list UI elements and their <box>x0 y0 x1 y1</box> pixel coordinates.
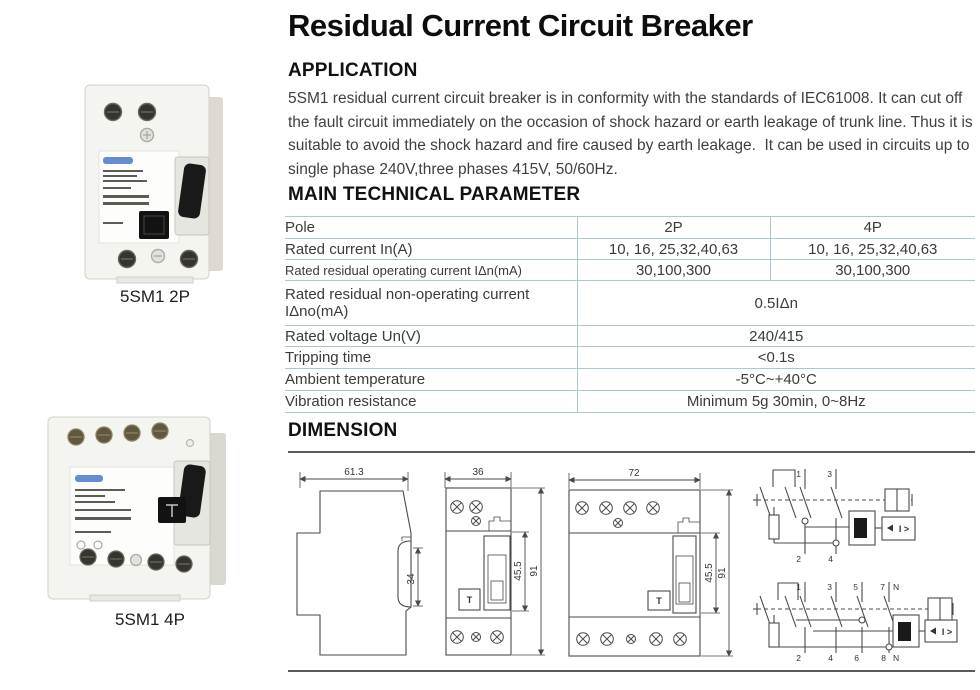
contact-point <box>802 518 808 524</box>
screw-icon <box>451 501 464 514</box>
ct-core <box>898 622 911 641</box>
terminal-label: 5 <box>853 582 858 592</box>
param-label: Rated residual operating current IΔn(mA) <box>285 260 577 281</box>
trip-label: I > <box>898 524 910 534</box>
param-row-ambient-temperature <box>285 369 975 391</box>
product-photo-2p <box>55 75 255 285</box>
dim-width-label: 61.3 <box>344 467 364 478</box>
param-label: Vibration resistance <box>285 391 577 413</box>
ct-core <box>854 518 867 538</box>
screw-icon <box>577 633 590 646</box>
test-resistor <box>769 623 779 647</box>
param-row-rated-voltage <box>285 326 975 347</box>
terminal-label: 1 <box>796 469 801 479</box>
parameters-heading: MAIN TECHNICAL PARAMETER <box>288 184 581 205</box>
brand-logo <box>75 475 103 482</box>
param-row-rated-current <box>285 239 975 260</box>
param-label: Rated residual non-operating current IΔno(mA) <box>285 281 577 326</box>
screw-icon <box>650 633 663 646</box>
din-clip <box>90 595 180 601</box>
dim-rail-label: 34 <box>406 573 417 585</box>
dim-switch-label: 45.5 <box>704 563 715 583</box>
param-value: <0.1s <box>577 347 975 369</box>
terminal-label: 4 <box>828 554 833 564</box>
parameters-table-wrap <box>285 216 975 413</box>
screw-icon <box>624 502 637 515</box>
screw-icon <box>472 517 481 526</box>
breaker-2p-image <box>55 75 255 285</box>
terminal-label: 8 <box>881 653 886 663</box>
page-title: Residual Current Circuit Breaker <box>288 8 753 43</box>
clip-detail <box>678 518 700 533</box>
test-resistor <box>769 515 779 539</box>
terminal-label: 3 <box>827 469 832 479</box>
switch-slot <box>676 556 693 604</box>
dimension-rule-top <box>288 451 975 453</box>
param-value-2p: 10, 16, 25,32,40,63 <box>577 239 770 260</box>
clip-detail <box>489 517 511 531</box>
screw-icon <box>470 501 483 514</box>
dimension-drawings-wrap <box>285 457 975 669</box>
param-row-residual-operating <box>285 260 975 281</box>
switch-blades <box>760 596 895 627</box>
terminal-label: N <box>893 582 900 592</box>
param-label: Tripping time <box>285 347 577 369</box>
param-value-2p: 30,100,300 <box>577 260 770 281</box>
contact-point <box>886 644 892 650</box>
side-profile-drawing <box>297 467 423 655</box>
schematic-2p <box>753 469 915 564</box>
screw-icon <box>614 519 623 528</box>
screw-icon <box>647 502 660 515</box>
column-2p: 2P <box>577 217 770 239</box>
screw-icon <box>674 633 687 646</box>
din-clip <box>117 277 193 283</box>
breaker-4p-image <box>40 405 260 605</box>
screw-icon <box>451 631 464 644</box>
schematic-4p <box>753 582 957 663</box>
parameters-table <box>285 216 975 413</box>
dim-switch-label: 45.5 <box>513 561 524 581</box>
dimension-heading: DIMENSION <box>288 420 398 441</box>
terminal-label: 2 <box>796 653 801 663</box>
param-label: Rated voltage Un(V) <box>285 326 577 347</box>
trip-label: I > <box>941 627 953 637</box>
screw-icon <box>600 502 613 515</box>
param-label: Pole <box>285 217 577 239</box>
param-value: 240/415 <box>577 326 975 347</box>
screw-icon <box>491 631 504 644</box>
product-caption-2p: 5SM1 2P <box>120 287 190 306</box>
terminal-label: 1 <box>796 582 801 592</box>
profile-outline <box>297 491 411 655</box>
param-value: Minimum 5g 30min, 0~8Hz <box>577 391 975 413</box>
product-photo-4p <box>40 405 260 605</box>
test-symbol: T <box>656 596 662 606</box>
switch-frame <box>673 536 696 613</box>
screw-icon <box>576 502 589 515</box>
contact-point <box>859 617 865 623</box>
param-row-header <box>285 217 975 239</box>
brand-logo <box>103 157 133 164</box>
dim-width-label: 72 <box>628 468 640 479</box>
param-row-vibration-resistance <box>285 391 975 413</box>
screw-icon <box>601 633 614 646</box>
terminal-label: 7 <box>880 582 885 592</box>
terminal-label: N <box>893 653 900 663</box>
switch-toggle <box>679 583 690 602</box>
dimension-drawings <box>285 457 975 669</box>
breaker-outline <box>569 490 700 656</box>
dimension-rule-bottom <box>288 670 975 672</box>
param-value-4p: 10, 16, 25,32,40,63 <box>770 239 975 260</box>
param-value: -5°C~+40°C <box>577 369 975 391</box>
dim-width-label: 36 <box>472 467 484 478</box>
front-view-4p-drawing <box>569 468 733 656</box>
switch-toggle <box>491 581 503 600</box>
dim-height-label: 91 <box>717 567 728 579</box>
application-heading: APPLICATION <box>288 60 418 81</box>
test-symbol: T <box>466 595 473 605</box>
product-caption-4p: 5SM1 4P <box>115 610 185 629</box>
param-row-tripping-time <box>285 347 975 369</box>
screw-icon <box>472 633 481 642</box>
param-value: 0.5IΔn <box>577 281 975 326</box>
handle-symbol <box>773 470 795 483</box>
handle-symbol <box>778 583 798 596</box>
contact-point <box>833 540 839 546</box>
front-view-2p-drawing <box>445 467 545 655</box>
screw-icon <box>627 635 636 644</box>
param-label: Rated current In(A) <box>285 239 577 260</box>
terminal-label: 6 <box>854 653 859 663</box>
application-body: 5SM1 residual current circuit breaker is in conformity with the standards of IEC61008. It can cut off the fault circuit immediately on the occasion of shock hazard or earth leakage of trunk line. Thus it is suitable to avoid the shock hazard and fire caused by earth leakage. It can be used in circuits up to single phase 240V,three phases 415V, 50/60Hz. <box>288 90 977 178</box>
param-row-residual-non-operating <box>285 281 975 326</box>
param-value-4p: 30,100,300 <box>770 260 975 281</box>
column-4p: 4P <box>770 217 975 239</box>
param-label: Ambient temperature <box>285 369 577 391</box>
terminal-label: 2 <box>796 554 801 564</box>
terminal-label: 3 <box>827 582 832 592</box>
dim-height-label: 91 <box>529 565 540 577</box>
terminal-label: 4 <box>828 653 833 663</box>
